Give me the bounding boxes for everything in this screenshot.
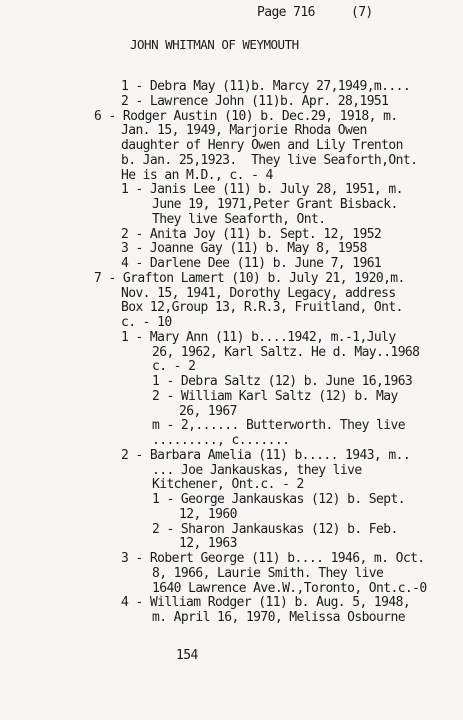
- text-line: Kitchener, Ont.c. - 2: [152, 477, 304, 493]
- text-line: He is an M.D., c. - 4: [121, 167, 273, 183]
- text-line: 1 - Debra Saltz (12) b. June 16,1963: [152, 374, 413, 389]
- text-line: ........., c.......: [152, 433, 290, 448]
- text-line: c. - 10: [121, 315, 172, 330]
- document-title: JOHN WHITMAN OF WEYMOUTH: [130, 37, 299, 52]
- text-line: 4 - Darlene Dee (11) b. June 7, 1961: [121, 256, 382, 271]
- text-line: 4 - William Rodger (11) b. Aug. 5, 1948,: [121, 595, 411, 611]
- page-number: 154: [176, 648, 198, 663]
- text-line: b. Jan. 25,1923. They live Seaforth,Ont.: [121, 152, 418, 168]
- text-line: 12, 1963: [179, 536, 237, 552]
- text-line: 2 - Anita Joy (11) b. Sept. 12, 1952: [121, 226, 382, 242]
- text-line: 12, 1960: [179, 506, 237, 522]
- text-line: 8, 1966, Laurie Smith. They live: [152, 565, 384, 581]
- text-line: 1 - Debra May (11)b. Marcy 27,1949,m....: [121, 79, 411, 94]
- text-line: 7 - Grafton Lamert (10) b. July 21, 1920,m.: [94, 270, 405, 286]
- text-line: ... Joe Jankauskas, they live: [152, 462, 362, 478]
- text-line: daughter of Henry Owen and Lily Trenton: [121, 138, 403, 153]
- text-line: 1 - Janis Lee (11) b. July 28, 1951, m.: [121, 182, 403, 198]
- text-line: c. - 2: [152, 359, 196, 375]
- text-line: Box 12,Group 13, R.R.3, Fruitland, Ont.: [121, 300, 403, 316]
- text-line: 2 - William Karl Saltz (12) b. May: [152, 388, 398, 404]
- text-line: Nov. 15, 1941, Dorothy Legacy, address: [121, 285, 396, 301]
- text-line: 1 - Mary Ann (11) b....1942, m.-1,July: [121, 329, 396, 345]
- text-line: 3 - Joanne Gay (11) b. May 8, 1958: [121, 241, 367, 257]
- text-line: 1640 Lawrence Ave.W.,Toronto, Ont.c.-0: [152, 580, 427, 596]
- text-line: Jan. 15, 1949, Marjorie Rhoda Owen: [121, 123, 367, 139]
- section-number: (7): [350, 5, 373, 20]
- text-line: 3 - Robert George (11) b.... 1946, m. Oct.: [121, 551, 425, 566]
- text-line: m - 2,...... Butterworth. They live: [152, 418, 405, 434]
- text-line: 2 - Barbara Amelia (11) b..... 1943, m..: [121, 447, 411, 463]
- text-line: June 19, 1971,Peter Grant Bisback.: [152, 197, 398, 212]
- text-line: They live Seaforth, Ont.: [152, 211, 326, 227]
- text-line: 2 - Lawrence John (11)b. Apr. 28,1951: [121, 93, 389, 109]
- text-line: 2 - Sharon Jankauskas (12) b. Feb.: [152, 521, 398, 537]
- page-label: Page 716: [257, 5, 315, 20]
- text-line: 26, 1962, Karl Saltz. He d. May..1968: [152, 344, 420, 360]
- text-line: 1 - George Jankauskas (12) b. Sept.: [152, 492, 405, 507]
- text-line: 6 - Rodger Austin (10) b. Dec.29, 1918, m.: [94, 108, 398, 124]
- text-line: 26, 1967: [179, 403, 237, 419]
- page-header: [257, 5, 373, 20]
- text-line: m. April 16, 1970, Melissa Osbourne: [152, 610, 405, 625]
